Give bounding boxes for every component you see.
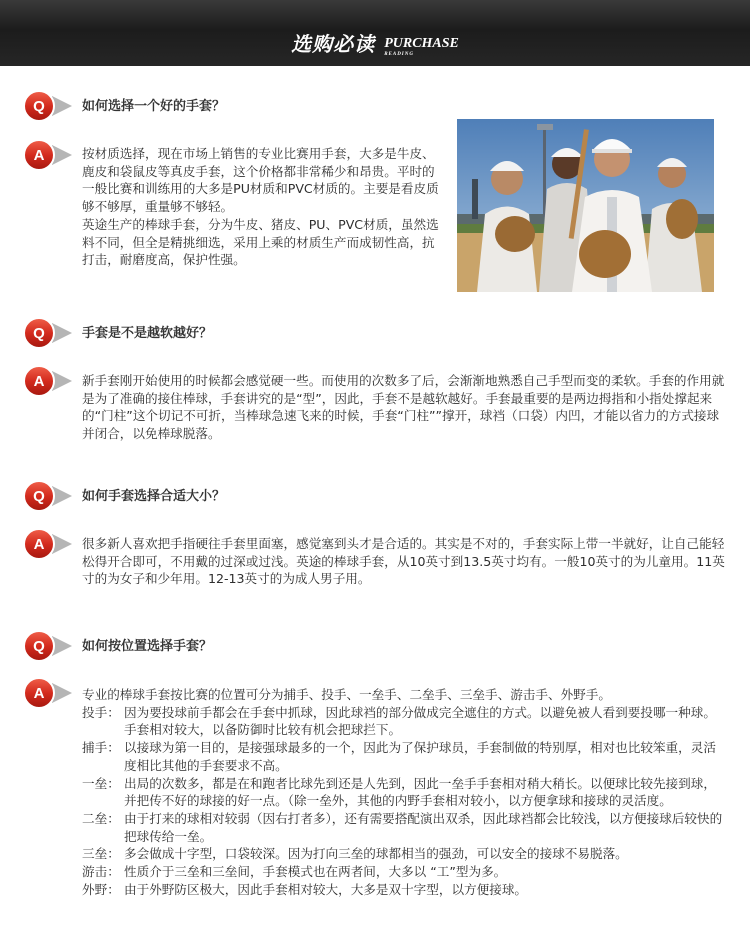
question-title: 手套是不是越软越好？ <box>82 326 213 341</box>
q-badge-icon <box>22 89 74 123</box>
answer-intro: 专业的棒球手套按比赛的位置可分为捕手、投手、一垒手、二垒手、三垒手、游击手、外野手。 <box>82 687 611 702</box>
a-badge-icon <box>22 527 74 561</box>
position-item <box>82 739 728 774</box>
a-badge-icon <box>22 138 74 172</box>
answer-paragraph: 按材质选择，现在市场上销售的专业比赛用手套，大多是牛皮、鹿皮和袋鼠皮等真皮手套，这个价格都非常稀少和昂贵。平时的一般比赛和训练用的大多是PU材质和PVC材质的。主要是看皮质够不够厚，重量够不够轻。 <box>82 146 439 215</box>
position-desc: 多会做成十字型，口袋较深。因为打向三垒的球都相当的强劲，可以安全的接球不易脱落。 <box>124 846 628 862</box>
position-name: 二垒： <box>82 810 120 826</box>
svg-text:A: A <box>33 373 45 390</box>
position-item <box>82 845 728 863</box>
position-item <box>82 881 728 899</box>
position-name: 三垒： <box>82 846 120 862</box>
q-badge-icon <box>22 316 74 350</box>
answer-paragraph: 新手套刚开始使用的时候都会感觉硬一些。而使用的次数多了后，会渐渐地熟悉自己手型而变的柔软。手套的作用就是为了准确的接住棒球，手套讲究的是“型”，因此，手套不是越软越好。手套最重要的是两边拇指和小指处撑起来的“门柱”这个切记不可折，当棒球急速飞来的时候，手套“门柱””撑开，球裆（口袋）内凹，才能以省力的方式接球并闭合，以免棒球脱落。 <box>82 373 725 442</box>
answer-text <box>82 686 728 898</box>
position-name: 一垒： <box>82 775 120 791</box>
position-name: 投手： <box>82 704 120 720</box>
banner-title-cn: 选购必读 <box>291 32 376 56</box>
a-badge-icon <box>22 364 74 398</box>
banner-title-en: PURCHASE <box>384 36 459 51</box>
question-title: 如何选择一个好的手套？ <box>82 99 226 114</box>
position-desc: 以接球为第一目的，是接强球最多的一个，因此为了保护球员，手套制做的特别厚，相对也比较笨重，灵活度相比其他的手套要求不高。 <box>124 740 716 773</box>
svg-text:A: A <box>33 536 45 553</box>
svg-text:Q: Q <box>33 98 45 115</box>
position-name: 捕手： <box>82 740 120 756</box>
svg-text:Q: Q <box>33 488 45 505</box>
position-desc: 因为要投球前手都会在手套中抓球，因此球裆的部分做成完全遮住的方式。以避免被人看到要投哪一种球。手套相对较大，以备防御时比较有机会把球拦下。 <box>124 704 716 738</box>
position-item <box>82 704 728 739</box>
position-list <box>82 704 728 899</box>
position-item <box>82 863 728 881</box>
answer-text <box>82 535 728 588</box>
position-name: 外野： <box>82 881 120 897</box>
question-title: 如何按位置选择手套？ <box>82 639 213 654</box>
svg-text:A: A <box>33 147 45 164</box>
svg-text:Q: Q <box>33 638 45 655</box>
q-badge-icon <box>22 629 74 663</box>
position-desc: 出局的次数多，都是在和跑者比球先到还是人先到，因此一垒手手套相对稍大稍长。以便球比较先接到球，并把传不好的球接的好一点。（除一垒外，其他的内野手套相对较小，以方便拿球和接球的灵活度。 <box>124 775 716 809</box>
answer-paragraph: 很多新人喜欢把手指硬往手套里面塞，感觉塞到头才是合适的。其实是不对的，手套实际上带一半就好，让自己能轻松得开合即可，不用戴的过深或过浅。英途的棒球手套，从10英寸到13.5英寸均有。一般10英寸的为儿童用。11英寸的为女子和少年用。12-13英寸的为成人男子用。 <box>82 536 725 587</box>
position-name: 游击： <box>82 864 120 880</box>
svg-text:A: A <box>33 685 45 702</box>
svg-text:Q: Q <box>33 325 45 342</box>
position-item <box>82 775 728 810</box>
banner-subtitle-en: READING <box>384 52 414 57</box>
position-desc: 由于外野防区极大，因此手套相对较大，大多是双十字型，以方便接球。 <box>124 881 527 897</box>
answer-text <box>82 372 728 443</box>
position-desc: 性质介于三垒和三垒间，手套模式也在两者间，大多以 “工”型为多。 <box>124 864 507 880</box>
position-item <box>82 810 728 845</box>
position-desc: 由于打来的球相对较弱（因右打者多），还有需要搭配演出双杀，因此球裆都会比较浅，以方便接球后较快的把球传给一垒。 <box>124 810 723 844</box>
header-banner <box>0 0 750 66</box>
answer-paragraph: 英途生产的棒球手套，分为牛皮、猪皮、PU、PVC材质，虽然选料不同，但全是精挑细选，采用上乘的材质生产而成韧性高，抗打击，耐磨度高，保护性强。 <box>82 216 439 268</box>
question-title: 如何手套选择合适大小？ <box>82 489 226 504</box>
baseball-players-photo <box>457 119 714 292</box>
q-badge-icon <box>22 479 74 513</box>
a-badge-icon <box>22 676 74 710</box>
answer-text <box>82 145 444 269</box>
